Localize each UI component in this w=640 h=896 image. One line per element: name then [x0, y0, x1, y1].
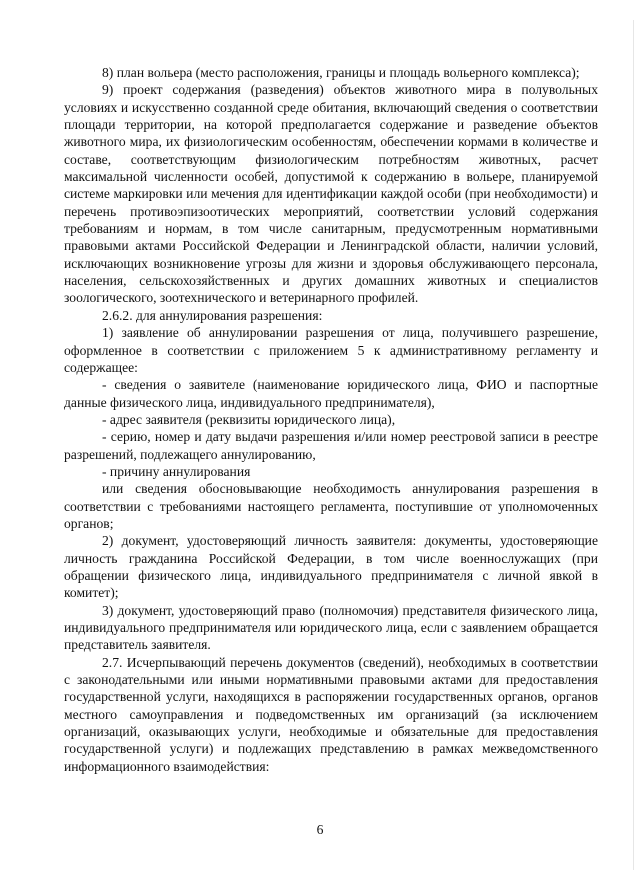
- paragraph-item-9: 9) проект содержания (разведения) объектов животного мира в полувольных условиях и искусственно созданной среде обитания, включающий сведения о соответствии площади территории, на которой предполагается содержание и разведение объектов животного мира, их физиологическим особенностям, обеспечении кормами в количестве и составе, соответствующим физиологическим потребностям животных, расчет максимальной численности особей, допустимой к содержанию в вольере, планируемой системе маркировки или мечения для идентификации каждой особи (при необходимости) и перечень противоэпизоотических мероприятий, соответствии условий содержания требованиям и нормам, в том числе санитарным, предусмотренным нормативными правовыми актами Российской Федерации и Ленинградской области, наличии условий, исключающих возникновение угрозы для жизни и здоровья обслуживающего персонала, населения, сельскохозяйственных и других домашних животных и специалистов зоологического, зоотехнического и ветеринарного профилей.: [64, 82, 598, 306]
- list-item-applicant-info: - сведения о заявителе (наименование юридического лица, ФИО и паспортные данные физического лица, индивидуального предпринимателя),: [64, 377, 598, 410]
- page-number: 6: [316, 822, 324, 837]
- scan-margin-line: [633, 20, 634, 870]
- paragraph-item-8: 8) план вольера (место расположения, границы и площадь вольерного комплекса);: [102, 65, 580, 80]
- paragraph-justification: или сведения обосновывающие необходимость аннулирования разрешения в соответствии с требованиями настоящего регламента, поступившие от уполномоченных органов;: [64, 481, 598, 531]
- paragraph-item-3: 3) документ, удостоверяющий право (полномочия) представителя физического лица, индивидуального предпринимателя или юридического лица, если с заявлением обращается представитель заявителя.: [64, 602, 598, 653]
- list-item-series-number: - серию, номер и дату выдачи разрешения и/или номер реестровой записи в реестре разрешений, подлежащего аннулированию,: [64, 429, 598, 462]
- paragraph-item-2: 2) документ, удостоверяющий личность заявителя: документы, удостоверяющие личность гражданина Российской Федерации, в том числе военнослужащих (при обращении физического лица, индивидуального предпринимателя с личной явкой в комитет);: [64, 533, 598, 601]
- list-item-reason: - причину аннулирования: [102, 463, 251, 479]
- list-item-address: - адрес заявителя (реквизиты юридического лица),: [102, 411, 396, 427]
- paragraph-item-1: 1) заявление об аннулировании разрешения от лица, получившего разрешение, оформленное в соответствии с приложением 5 к административному регламенту и содержащее:: [64, 325, 598, 375]
- paragraph-section-2-7: 2.7. Исчерпывающий перечень документов (сведений), необходимых в соответствии с законодательными или иными нормативными правовыми актами для предоставления государственной услуги, находящихся в распоряжении государственных органов, органов местного самоуправления и подведомственных им организаций (за исключением организаций, оказывающих услуги, необходимые и обязательные для предоставления государственной услуги) и подлежащих представлению в рамках межведомственного информационного взаимодействия:: [64, 654, 598, 774]
- section-heading-2-6-2: 2.6.2. для аннулирования разрешения:: [102, 307, 323, 323]
- document-body: [64, 64, 598, 775]
